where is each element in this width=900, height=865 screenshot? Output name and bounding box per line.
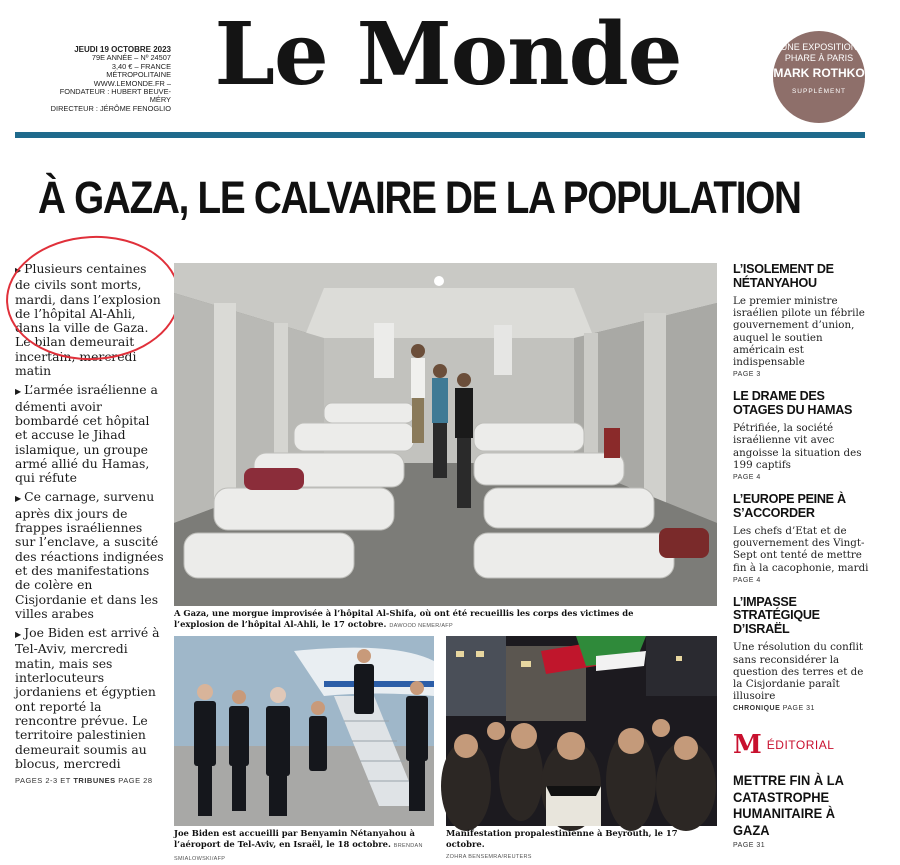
bullet-triangle-icon: ▶: [15, 387, 22, 397]
summary-point: ▶ Plusieurs centaines de civils sont morts, mardi, dans l’explosion de l’hôpital Al-Ahli, dans la ville de Gaza. Le bilan demeurait incertain, mercredi matin: [15, 261, 161, 379]
founder: FONDATEUR : HUBERT BEUVE-MÉRY: [59, 87, 171, 105]
story-page-ref: PAGE 4: [733, 474, 761, 482]
story-teaser[interactable]: [733, 596, 873, 713]
story-title: LE DRAME DES OTAGES DU HAMAS: [733, 389, 853, 417]
main-photo-credit: DAWOOD NEMER/AFP: [389, 623, 453, 629]
story-title: L’IMPASSE STRATÉGIQUE D’ISRAËL: [733, 594, 820, 636]
left-pages-ref[interactable]: PAGES 2-3 ET TRIBUNES PAGE 28: [15, 776, 153, 786]
summary-point: ▶ Ce carnage, survenu après dix jours de frappes israéliennes sur l’enclave, a suscité des réactions indignées et des manifestations de colère en Cisjordanie et dans les villes arabes: [15, 489, 164, 621]
main-photo-caption: A Gaza, une morgue improvisée à l’hôpital Al-Shifa, où ont été recueillis les corps des victimes de l’explosion de l’hôpital Al-Ahli, le 17 octobre. DAWOOD NEMER/AFP: [174, 608, 634, 629]
badge-line-3: MARK ROTHKO: [773, 66, 865, 80]
story-title: L’ISOLEMENT DE NÉTANYAHOU: [733, 262, 834, 290]
summary-point: ▶ L’armée israélienne a démenti avoir bombardé cet hôpital et accuse le Jihad islamique, un groupe armé allié du Hamas, qui réfute: [15, 382, 158, 486]
issue-price: 3,40 € – FRANCE MÉTROPOLITAINE: [106, 61, 171, 80]
story-teaser[interactable]: [733, 263, 873, 378]
photo3-caption: Manifestation propalestinienne à Beyrouth, le 17 octobre. ZOHRA BENSEMRA/REUTERS: [446, 828, 678, 860]
bullet-triangle-icon: ▶: [15, 494, 22, 504]
story-page-ref: PAGE 4: [733, 576, 761, 584]
story-page-ref: PAGE 3: [733, 371, 761, 379]
issue-date: JEUDI 19 OCTOBRE 2023: [74, 45, 171, 54]
editorial-page-ref: PAGE 31: [733, 842, 766, 850]
photo-biden-netanyahu[interactable]: [174, 636, 434, 826]
badge-line-4: SUPPLÉMENT: [791, 88, 847, 95]
story-page-ref: CHRONIQUE PAGE 31: [733, 705, 815, 713]
story-text: Les chefs d’Etat et de gouvernement des Vingt-Sept ont tenté de mettre fin à la cacophonie, mardi: [733, 525, 869, 574]
summary-point: ▶ Joe Biden est arrivé à Tel-Aviv, mercredi matin, mais ses interlocuteurs jordaniens et égyptien ont reporté la rencontre prévue. Le territoire palestinien demeurait soumis au blocus, mercredi: [15, 625, 160, 771]
bullet-triangle-icon: ▶: [15, 630, 22, 640]
masthead-rule: [15, 132, 865, 138]
photo2-caption: Joe Biden est accueilli par Benyamin Nétanyahou à l’aéroport de Tel-Aviv, en Israël, le 18 octobre. BRENDAN SMIALOWSKI/AFP: [174, 828, 423, 862]
story-text: Le premier ministre israélien pilote un fébrile gouvernement d’union, auquel le soutien américain est indispensable: [733, 295, 865, 369]
right-stories-column: [733, 263, 873, 849]
story-text: Pétrifiée, la société israélienne vit avec angoisse la situation des 199 captifs: [733, 422, 862, 471]
photo-beirut-protest[interactable]: [446, 636, 717, 826]
director: DIRECTEUR : JÉRÔME FENOGLIO: [50, 103, 171, 113]
story-text: Une résolution du conflit sans reconsidérer la question des terres et de la Cisjordanie paraît illusoire: [733, 641, 864, 703]
badge-line-2: PHARE À PARIS: [784, 53, 854, 63]
editorial-label: [733, 730, 873, 761]
le-monde-m-logo-icon: M: [733, 730, 762, 761]
bullet-triangle-icon: ▶: [15, 266, 22, 275]
photo3-credit: ZOHRA BENSEMRA/REUTERS: [446, 854, 532, 860]
issue-number: 79E ANNÉE – Nº 24507: [91, 53, 171, 63]
story-teaser[interactable]: [733, 390, 873, 481]
main-headline[interactable]: À GAZA, LE CALVAIRE DE LA POPULATION: [38, 172, 801, 223]
website: WWW.LEMONDE.FR –: [93, 78, 171, 88]
editorial-word: ÉDITORIAL: [766, 738, 835, 753]
editorial-title[interactable]: METTRE FIN À LA CATASTROPHE HUMANITAIRE À GAZA: [733, 772, 844, 838]
story-title: L’EUROPE PEINE À S’ACCORDER: [733, 492, 846, 520]
badge-line-1: UNE EXPOSITION: [780, 42, 858, 52]
masthead-meta: [50, 46, 171, 113]
newspaper-title: Le Monde: [214, 4, 682, 105]
main-photo-morgue[interactable]: [174, 263, 717, 606]
supplement-badge[interactable]: [773, 31, 865, 123]
story-teaser[interactable]: [733, 493, 873, 584]
photo2-credit: BRENDAN SMIALOWSKI/AFP: [174, 843, 423, 862]
